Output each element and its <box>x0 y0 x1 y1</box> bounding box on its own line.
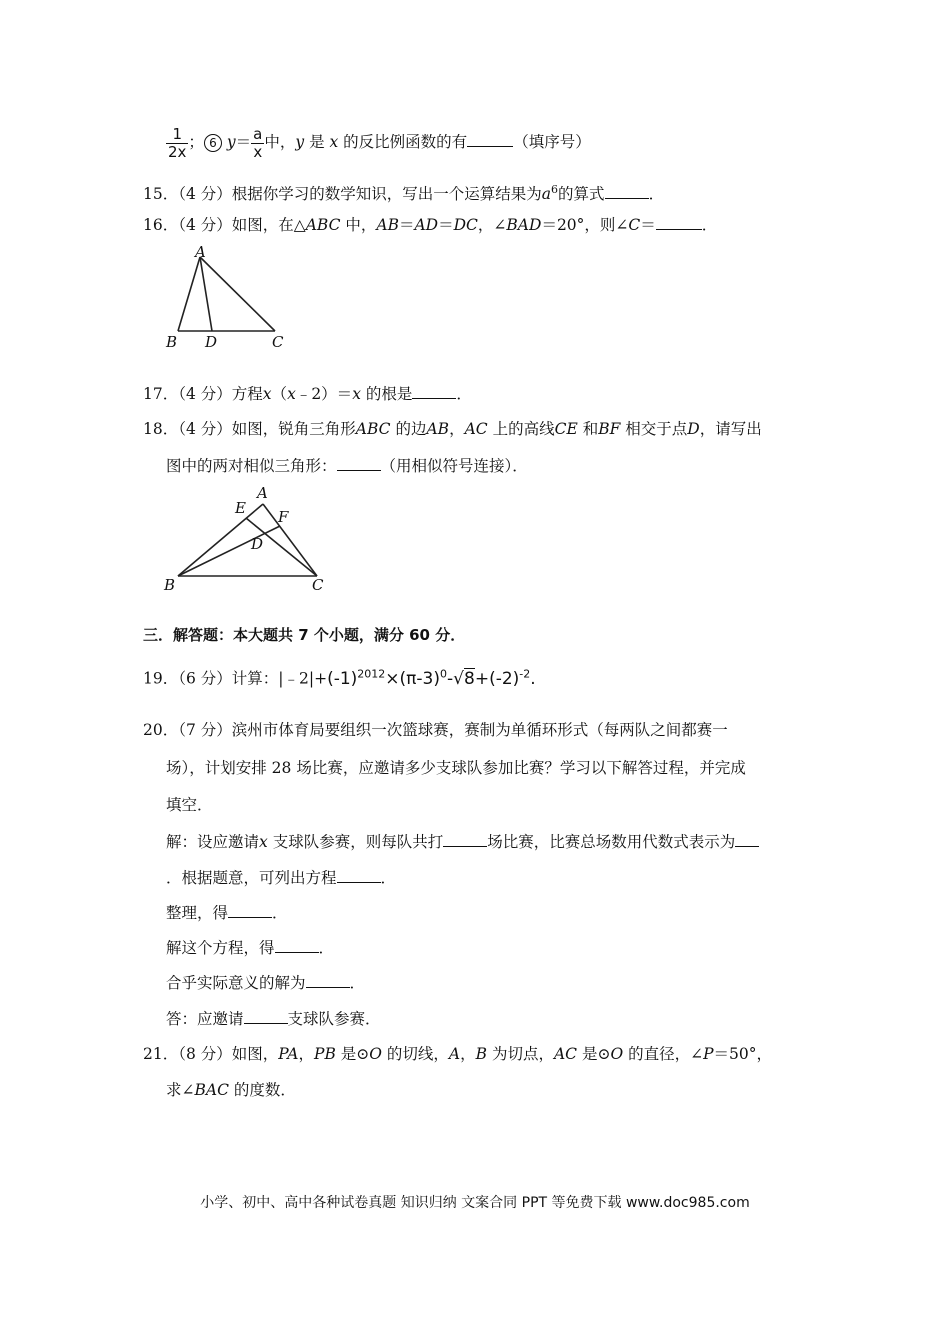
text: 上的高线 <box>487 420 555 438</box>
question-20-solution-5 <box>166 973 365 993</box>
var-x: x <box>259 833 268 851</box>
text: 支球队参赛． <box>287 1010 381 1028</box>
sqrt-symbol: √ <box>453 668 464 689</box>
text: 的切线， <box>381 1045 449 1063</box>
question-20-line2: 场），计划安排 28 场比赛，应邀请多少支球队参加比赛？学习以下解答过程，并完成 <box>166 759 746 777</box>
var-y: y <box>226 133 236 151</box>
label-A: A <box>257 484 268 502</box>
operator: - <box>447 668 454 689</box>
var: AB <box>426 420 450 438</box>
text: 求∠ <box>166 1081 195 1099</box>
text: ． <box>349 974 366 992</box>
question-18-line2 <box>166 456 528 476</box>
var: CE <box>554 420 578 438</box>
answer-blank[interactable] <box>306 973 350 988</box>
equals: ＝ <box>235 133 252 151</box>
exponent: -2 <box>519 667 531 680</box>
answer-blank[interactable] <box>605 184 649 199</box>
var: O <box>369 1045 382 1063</box>
q18-triangle-figure <box>160 482 335 597</box>
label-D: D <box>205 333 218 351</box>
var-x: x <box>262 385 272 403</box>
text: ，∠ <box>477 216 507 234</box>
text: 场比赛，比赛总场数用代数式表示为 <box>487 833 736 851</box>
text: ，请写出 <box>699 420 762 438</box>
period: ． <box>648 185 665 204</box>
answer-blank[interactable] <box>412 384 456 399</box>
operator: + <box>474 668 490 689</box>
operator: × <box>385 668 400 689</box>
question-text: 根据你学习的数学知识，写出一个运算结果为 <box>231 185 542 204</box>
question-number: 21． <box>143 1045 179 1063</box>
question-score: （6 分） <box>178 669 232 688</box>
q16-triangle-figure <box>160 243 295 353</box>
question-20-solution-1 <box>166 832 759 852</box>
text: ﹣2）＝ <box>295 385 353 403</box>
label-B: B <box>164 576 176 594</box>
text: ． <box>272 904 288 922</box>
exponent: 6 <box>551 183 559 196</box>
text: ， <box>298 1045 315 1063</box>
exponent: 2012 <box>357 667 386 680</box>
section-3-heading: 三．解答题：本大题共 7 个小题，满分 60 分． <box>143 626 466 644</box>
text: 的直径，∠ <box>623 1045 704 1063</box>
text: 滨州市体育局要组织一次篮球赛，赛制为单循环形式（每两队之间都赛一 <box>231 721 728 739</box>
question-score: （4 分） <box>178 216 232 234</box>
question-number: 17． <box>143 385 179 403</box>
answer-blank[interactable] <box>228 903 272 918</box>
period: ． <box>701 216 718 234</box>
question-score: （4 分） <box>178 185 232 204</box>
question-21-line1 <box>143 1044 772 1064</box>
var: B <box>475 1045 488 1063</box>
separator: ； <box>188 133 204 151</box>
exponent: 0 <box>440 667 447 680</box>
question-17 <box>143 384 472 404</box>
question-score: （8 分） <box>178 1045 232 1063</box>
page-footer: 小学、初中、高中各种试卷真题 知识归纳 文案合同 PPT 等免费下载 www.doc985.com <box>200 1195 750 1211</box>
period: ． <box>456 385 472 403</box>
question-20-solution-4 <box>166 938 334 958</box>
var: A <box>448 1045 461 1063</box>
text: 如图，锐角三角形 <box>231 420 356 438</box>
var: AC <box>553 1045 578 1063</box>
text: 计算：|﹣2|+ <box>231 669 328 688</box>
var-x: x <box>329 133 339 151</box>
var: D <box>687 420 700 438</box>
text: 中， <box>340 216 377 234</box>
question-score: （4 分） <box>178 420 232 438</box>
text: 为切点， <box>487 1045 554 1063</box>
text: 支球队参赛，则每队共打 <box>267 833 444 851</box>
var: P <box>703 1045 714 1063</box>
answer-blank[interactable] <box>443 832 487 847</box>
formula <box>327 669 536 689</box>
text: 整理，得 <box>166 904 229 922</box>
answer-blank[interactable] <box>467 132 513 147</box>
var: BF <box>598 420 621 438</box>
period: . <box>530 668 536 689</box>
var: ABC <box>355 420 391 438</box>
fraction-denominator: 2x <box>168 142 187 161</box>
text: ． <box>318 939 335 957</box>
var: O <box>610 1045 624 1063</box>
text: 方程 <box>231 385 263 403</box>
answer-blank[interactable] <box>337 456 381 471</box>
text: 合乎实际意义的解为 <box>166 974 306 992</box>
base: (π-3) <box>399 668 440 689</box>
hint: （填序号） <box>513 133 591 151</box>
label-D: D <box>251 535 264 553</box>
var-x: x <box>287 385 296 403</box>
question-number: 19． <box>143 669 179 688</box>
text: 如图，在△ <box>231 216 306 234</box>
text: 中， <box>264 133 296 151</box>
fraction-numerator: 1 <box>166 126 188 144</box>
question-20-solution-2 <box>166 868 396 888</box>
var: BAC <box>194 1081 229 1099</box>
var: ABC <box>305 216 341 234</box>
text: ＝ <box>398 216 415 234</box>
var: BAD <box>506 216 542 234</box>
question-score: （7 分） <box>178 721 232 739</box>
text: 的边 <box>390 420 427 438</box>
label-E: E <box>235 499 246 517</box>
text: ．根据题意，可列出方程 <box>166 869 337 887</box>
question-15 <box>143 180 664 204</box>
var: DC <box>453 216 478 234</box>
text: 的度数． <box>228 1081 296 1099</box>
question-19 <box>143 662 536 691</box>
base: (-1) <box>327 668 358 689</box>
question-20-solution-6 <box>166 1009 381 1029</box>
var: AC <box>464 420 488 438</box>
text: 是⊙ <box>577 1045 611 1063</box>
var: AD <box>414 216 439 234</box>
text: 的反比例函数的有 <box>338 133 468 151</box>
text: 解这个方程，得 <box>166 939 275 957</box>
question-score: （4 分） <box>178 385 232 403</box>
text: ． <box>380 869 397 887</box>
var-a: a <box>541 185 552 204</box>
label-C: C <box>312 576 324 594</box>
label-C: C <box>272 333 284 351</box>
label-A: A <box>195 243 206 261</box>
question-number: 18． <box>143 420 179 438</box>
text: ＝ <box>640 216 656 234</box>
var: PA <box>278 1045 299 1063</box>
question-20-line1 <box>143 720 728 740</box>
question-number: 16． <box>143 216 179 234</box>
question-21-line2 <box>166 1080 296 1100</box>
question-18 <box>143 419 762 439</box>
text: 如图， <box>231 1045 279 1063</box>
text: （ <box>271 385 288 403</box>
text: 答：应邀请 <box>166 1010 244 1028</box>
text: （用相似符号连接）． <box>380 457 528 475</box>
question-number: 15． <box>143 185 179 204</box>
answer-blank[interactable] <box>275 938 319 953</box>
text: 是 <box>304 133 330 151</box>
var: PB <box>314 1045 336 1063</box>
fraction-1-over-2x <box>166 126 188 161</box>
question-number: 20． <box>143 721 179 739</box>
text: 相交于点 <box>620 420 688 438</box>
question-16 <box>143 215 717 235</box>
var-y: y <box>295 133 305 151</box>
text: ＝50°， <box>713 1045 773 1063</box>
text: 是⊙ <box>335 1045 370 1063</box>
answer-blank[interactable] <box>656 215 702 230</box>
text: ＝ <box>438 216 454 234</box>
text: ， <box>460 1045 476 1063</box>
answer-blank[interactable] <box>337 868 381 883</box>
answer-blank[interactable] <box>735 832 759 847</box>
var: AB <box>376 216 399 234</box>
text: ， <box>449 420 465 438</box>
fraction-a-over-x <box>251 126 264 161</box>
base: (-2) <box>489 668 520 689</box>
var: C <box>628 216 641 234</box>
fraction-numerator: a <box>253 124 263 143</box>
text: 解：设应邀请 <box>166 833 260 851</box>
circled-number-6: 6 <box>204 134 222 152</box>
label-B: B <box>166 333 178 351</box>
text: 和 <box>577 420 599 438</box>
question-text: 的算式 <box>558 185 605 204</box>
question-20-solution-3 <box>166 903 288 923</box>
radicand: 8 <box>463 668 475 689</box>
q14-tail <box>166 120 591 164</box>
question-20-line3: 填空． <box>166 796 213 814</box>
answer-blank[interactable] <box>244 1009 288 1024</box>
text: ＝20°，则∠ <box>541 216 629 234</box>
fraction-denominator: x <box>253 142 263 161</box>
var-x: x <box>352 385 361 403</box>
label-F: F <box>278 508 289 526</box>
text: 的根是 <box>360 385 413 403</box>
text: 图中的两对相似三角形： <box>166 457 337 475</box>
